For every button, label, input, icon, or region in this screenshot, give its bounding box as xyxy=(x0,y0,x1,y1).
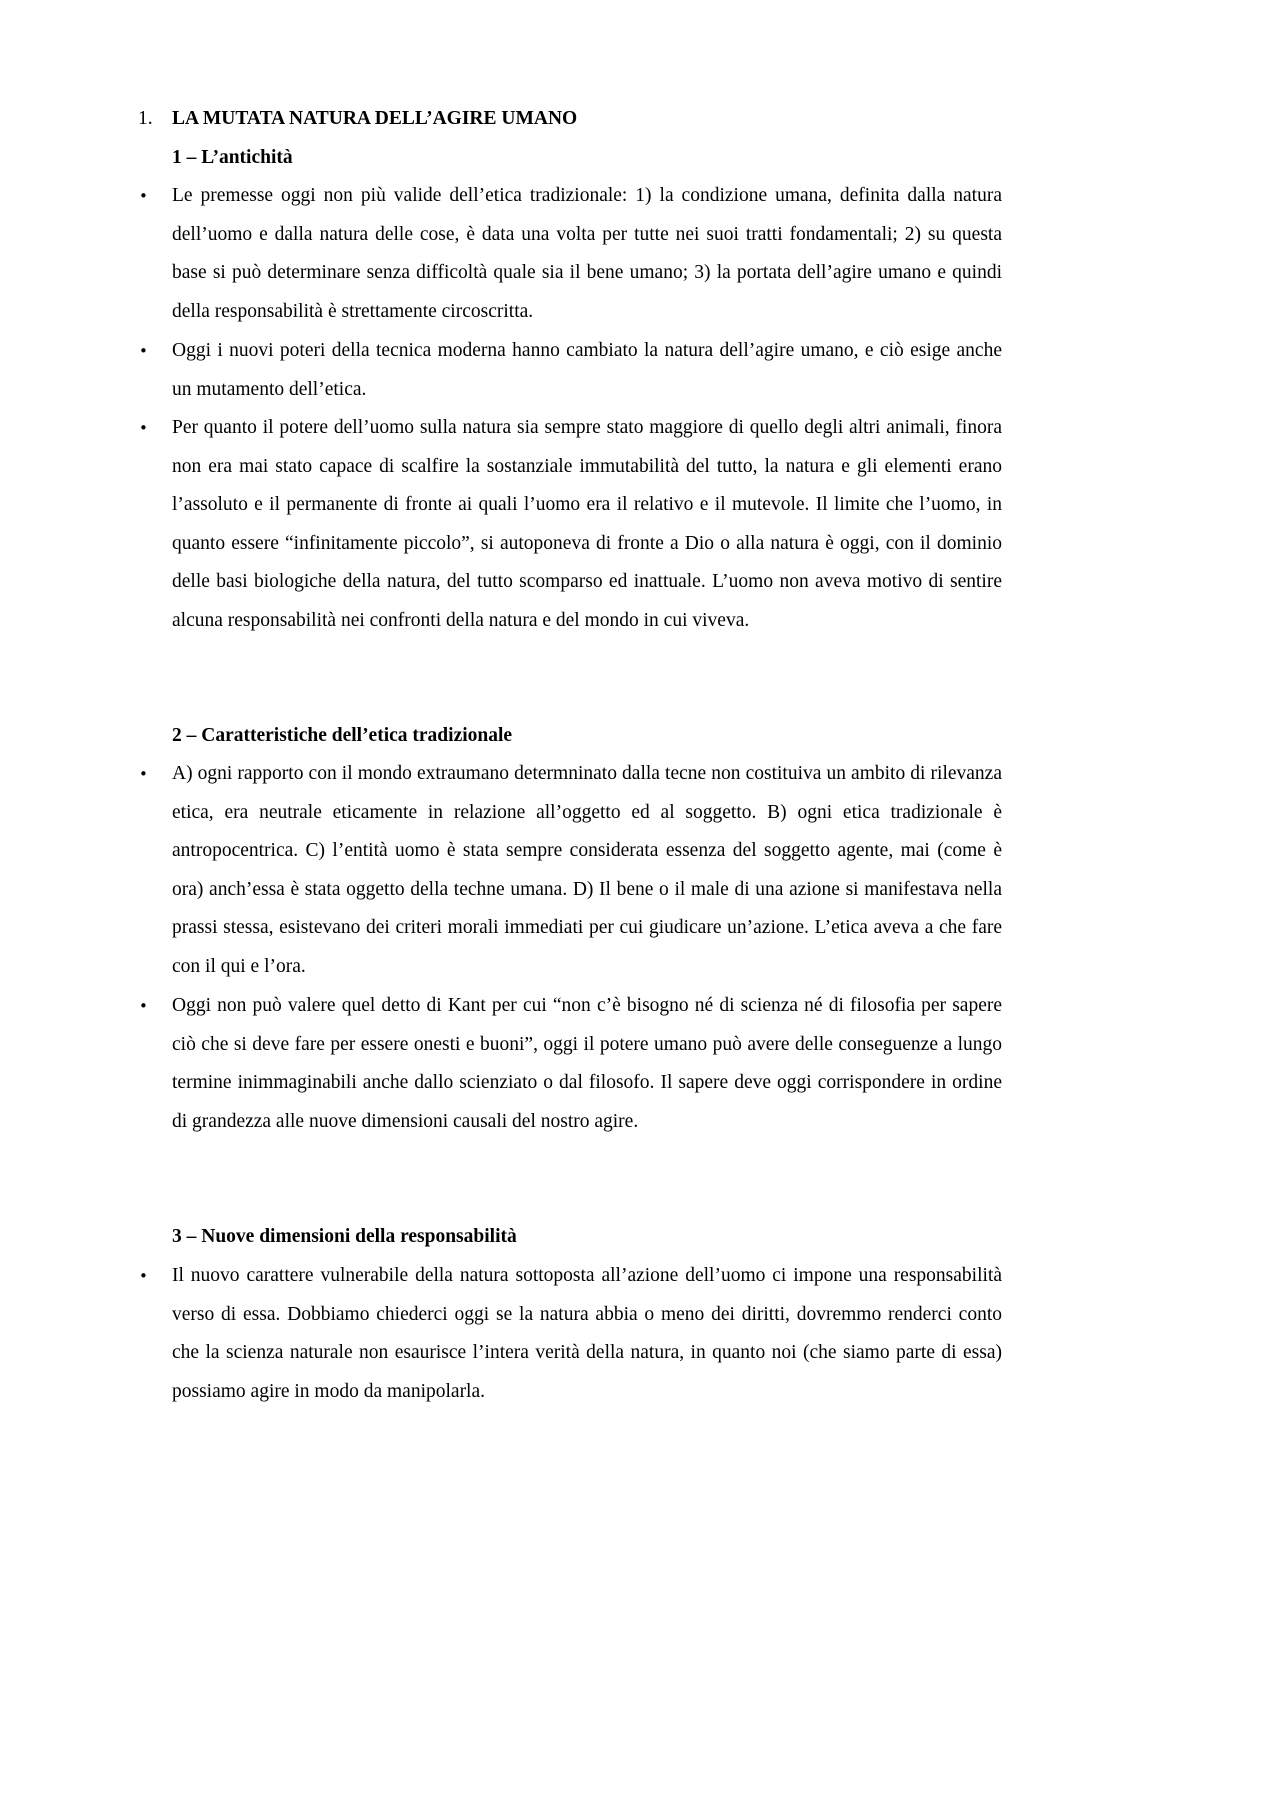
paragraph-3-1: Il nuovo carattere vulnerabile della natura sottoposta all’azione dell’uomo ci impone una responsabilità verso di essa. Dobbiamo chiederci oggi se la natura abbia o meno dei diritti, dovremmo renderci conto che la scienza naturale non esaurisce l’intera verità della natura, in quanto noi (che siamo parte di essa) possiamo agire in modo da manipolarla. xyxy=(172,1265,1002,1402)
section-number: 1. xyxy=(138,108,153,129)
paragraph-1-3: Per quanto il potere dell’uomo sulla natura sia sempre stato maggiore di quello degli altri animali, finora non era mai stato capace di scalfire la sostanziale immutabilità del tutto, la natura e gli elementi erano l’assoluto e il permanente di fronte ai quali l’uomo era il relativo e il mutevole. Il limite che l’uomo, in quanto essere “infinitamente piccolo”, si autoponeva di fronte a Dio o alla natura è oggi, con il dominio delle basi biologiche della natura, del tutto scomparso ed inattuale. L’uomo non aveva motivo di sentire alcuna responsabilità nei confronti della natura e del mondo in cui viveva. xyxy=(172,417,1002,631)
bullet-icon: • xyxy=(139,419,148,437)
bullet-icon: • xyxy=(139,187,148,205)
paragraph-1-2: Oggi i nuovi poteri della tecnica moderna hanno cambiato la natura dell’agire umano, e ciò esige anche un mutamento dell’etica. xyxy=(172,340,1002,400)
subsection-heading-2: 2 – Caratteristiche dell’etica tradizionale xyxy=(172,725,513,746)
subsection-heading-3: 3 – Nuove dimensioni della responsabilità xyxy=(172,1226,517,1247)
bullet-icon: • xyxy=(139,765,148,783)
section-title: LA MUTATA NATURA DELL’AGIRE UMANO xyxy=(172,108,578,129)
bullet-icon: • xyxy=(139,1267,148,1285)
subsection-heading-1: 1 – L’antichità xyxy=(172,147,293,168)
paragraph-2-2: Oggi non può valere quel detto di Kant per cui “non c’è bisogno né di scienza né di filosofia per sapere ciò che si deve fare per essere onesti e buoni”, oggi il potere umano può avere delle conseguenze a lungo termine inimmaginabili anche dallo scienziato o dal filosofo. Il sapere deve oggi corrispondere in ordine di grandezza alle nuove dimensioni causali del nostro agire. xyxy=(172,995,1002,1132)
paragraph-1-1: Le premesse oggi non più valide dell’etica tradizionale: 1) la condizione umana, definita dalla natura dell’uomo e dalla natura delle cose, è data una volta per tutte nei suoi tratti fondamentali; 2) su questa base si può determinare senza difficoltà quale sia il bene umano; 3) la portata dell’agire umano e quindi della responsabilità è strettamente circoscritta. xyxy=(172,185,1002,322)
paragraph-2-1: A) ogni rapporto con il mondo extraumano determninato dalla tecne non costituiva un ambito di rilevanza etica, era neutrale eticamente in relazione all’oggetto ed al soggetto. B) ogni etica tradizionale è antropocentrica. C) l’entità uomo è stata sempre considerata essenza del soggetto agente, mai (come è ora) anch’essa è stata oggetto della techne umana. D) Il bene o il male di una azione si manifestava nella prassi stessa, esistevano dei criteri morali immediati per cui giudicare un’azione. L’etica aveva a che fare con il qui e l’ora. xyxy=(172,763,1002,977)
bullet-icon: • xyxy=(139,342,148,360)
bullet-icon: • xyxy=(139,997,148,1015)
